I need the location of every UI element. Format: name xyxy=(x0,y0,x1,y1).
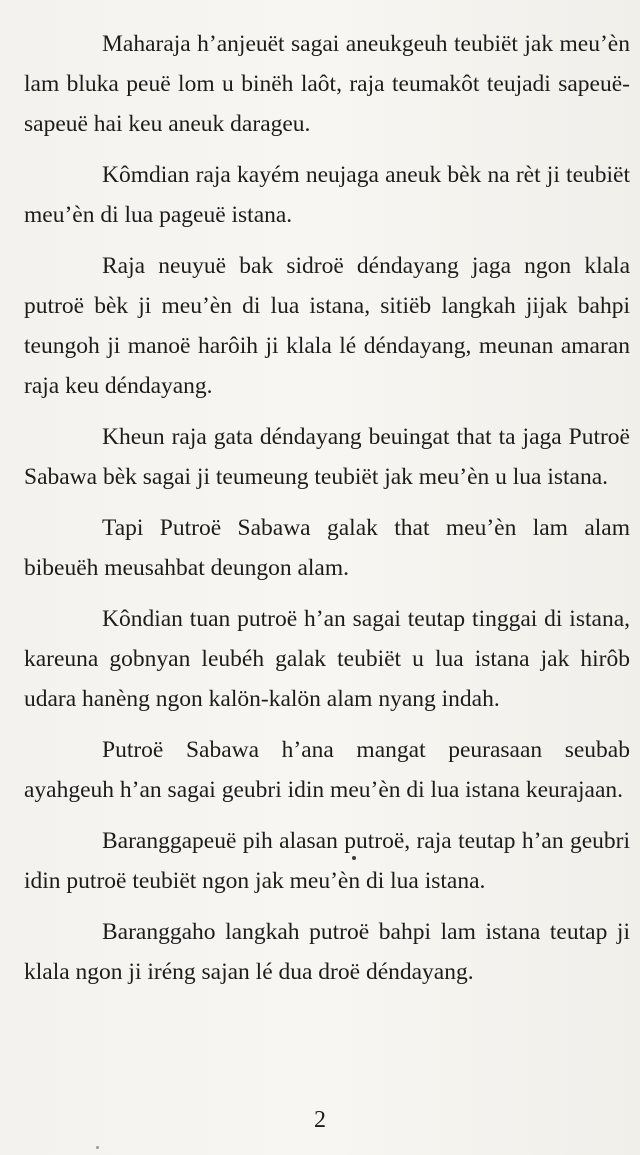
paragraph: Raja neuyuë bak sidroë déndayang jaga ngon klala putroë bèk ji meu’èn di lua istana, sitiëb langkah jijak bahpi teungoh ji manoë harôih ji klala lé déndayang, meunan amaran raja keu déndayang. xyxy=(24,253,630,399)
paragraph: Kômdian raja kayém neujaga aneuk bèk na rèt ji teubiët meu’èn di lua pageuë istana. xyxy=(24,162,630,228)
paragraph: Kôndian tuan putroë h’an sagai teutap tinggai di istana, kareuna gobnyan leubéh galak teubiët u lua istana jak hirôb udara hanèng ngon kalön-kalön alam nyang indah. xyxy=(24,606,630,712)
paragraph: Putroë Sabawa h’ana mangat peurasaan seubab ayahgeuh h’an sagai geubri idin meu’èn di lua istana keurajaan. xyxy=(24,737,630,803)
paragraph: Baranggaho langkah putroë bahpi lam istana teutap ji klala ngon ji iréng sajan lé dua droë déndayang. xyxy=(24,919,630,985)
ink-speck xyxy=(96,1146,99,1149)
page-number: 2 xyxy=(314,1107,326,1133)
paragraph: Baranggapeuë pih alasan putroë, raja teutap h’an geubri idin putroë teubiët ngon jak meu’èn di lua istana. xyxy=(24,828,630,894)
body-text xyxy=(24,24,630,1003)
paragraph: Kheun raja gata déndayang beuingat that ta jaga Putroë Sabawa bèk sagai ji teumeung teubiët jak meu’èn u lua istana. xyxy=(24,424,630,490)
paragraph: Tapi Putroë Sabawa galak that meu’èn lam alam bibeuëh meusahbat deungon alam. xyxy=(24,515,630,581)
ink-speck xyxy=(352,856,356,860)
paragraph: Maharaja h’anjeuët sagai aneukgeuh teubiët jak meu’èn lam bluka peuë lom u binëh laôt, raja teumakôt teujadi sapeuë-sapeuë hai keu aneuk darageu. xyxy=(24,31,630,137)
